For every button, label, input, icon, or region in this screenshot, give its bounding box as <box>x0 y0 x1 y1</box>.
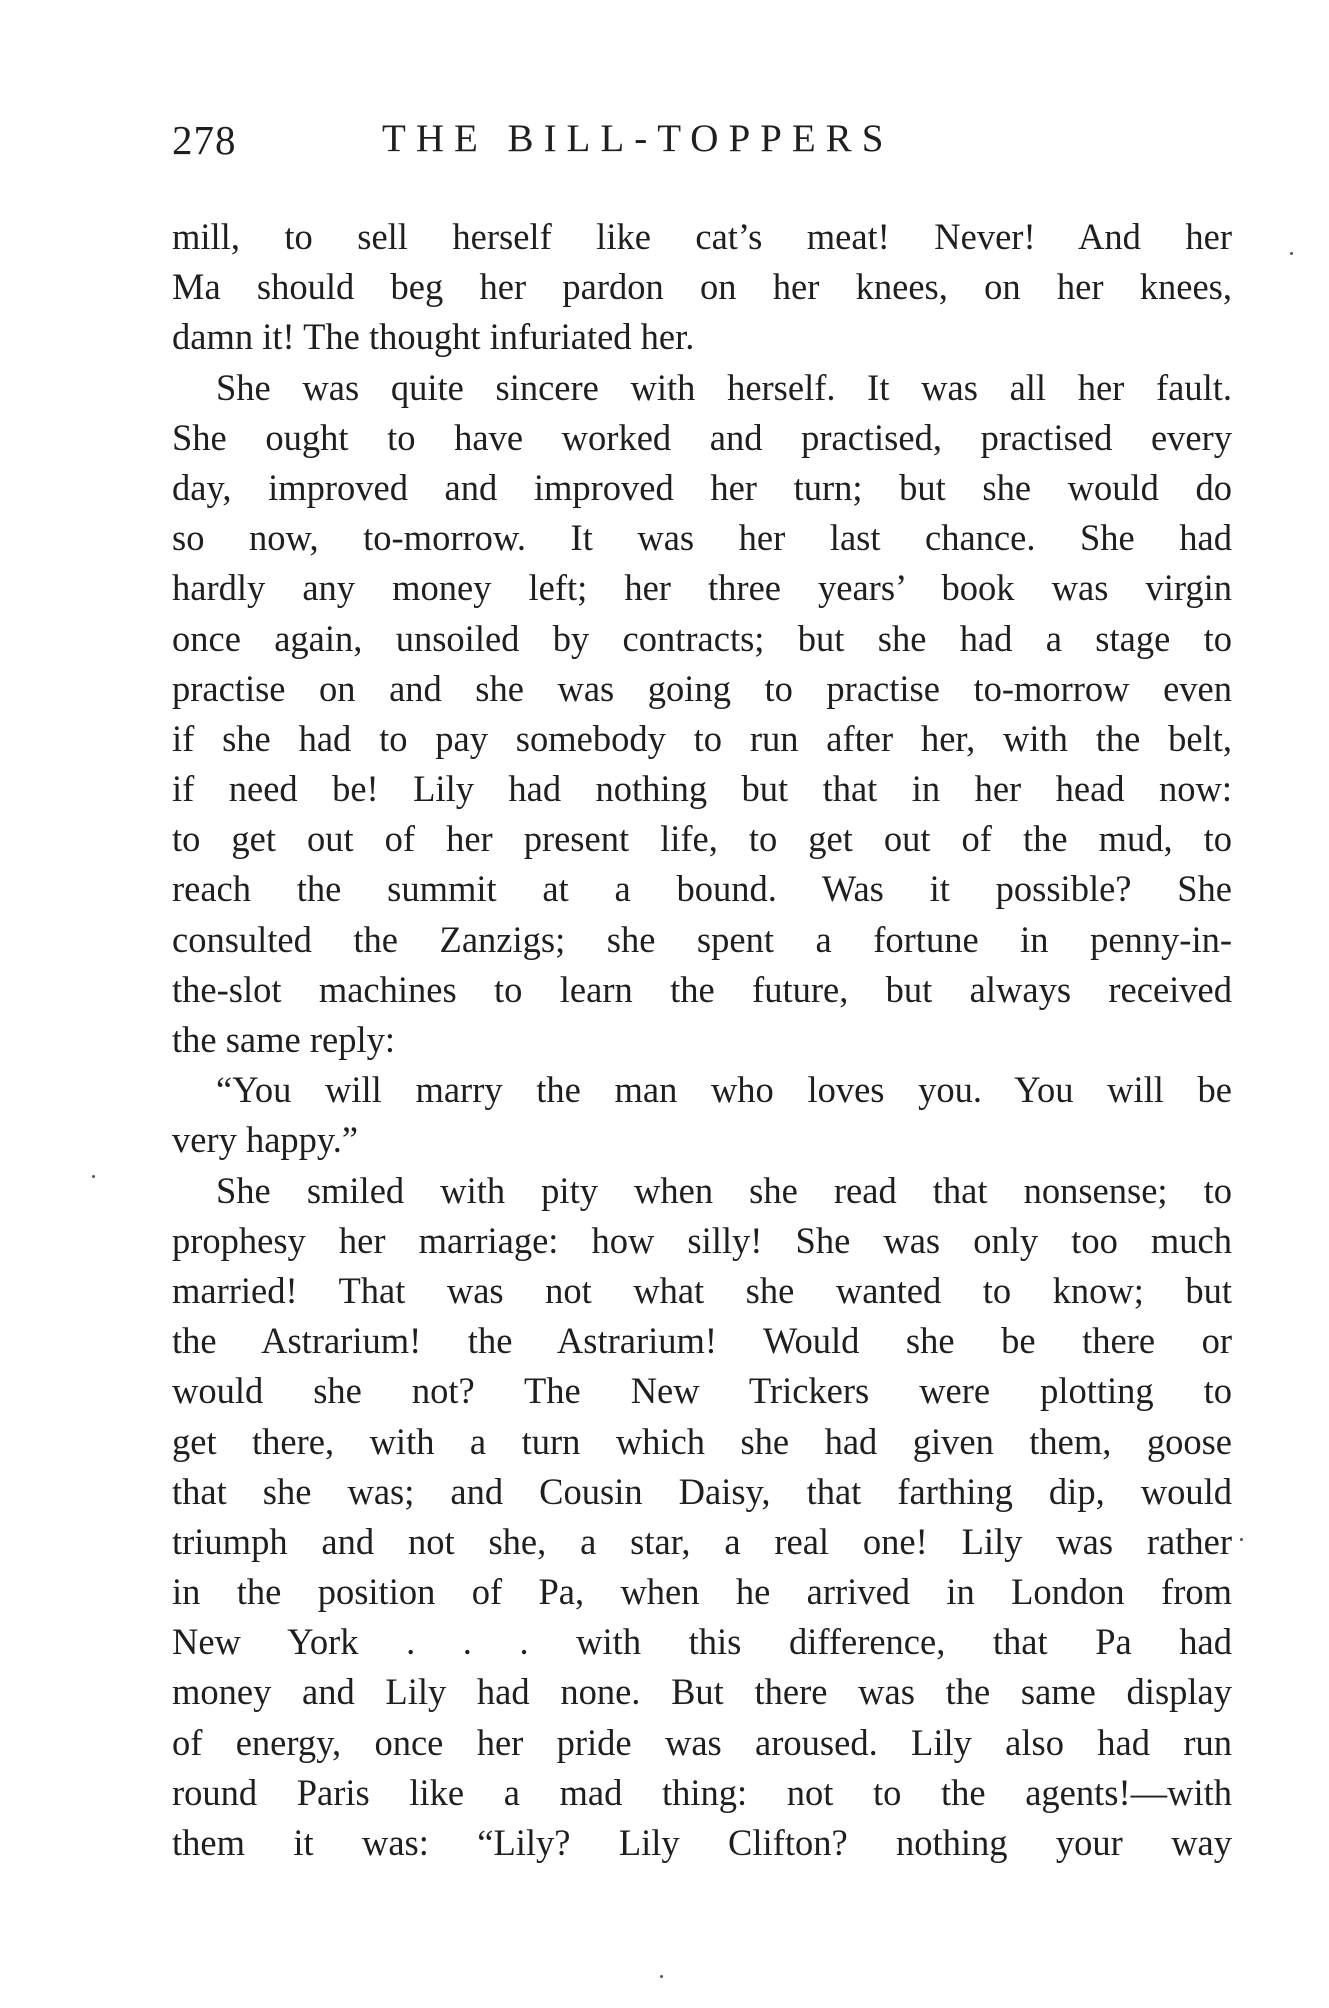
text-line: so now, to-morrow. It was her last chance. She had <box>172 517 1232 559</box>
page-header <box>172 116 1232 176</box>
text-line: if need be! Lily had nothing but that in her head now: <box>172 768 1232 810</box>
text-line: the-slot machines to learn the future, but always received <box>172 968 1232 1010</box>
text-line: prophesy her marriage: how silly! She was only too much <box>172 1219 1232 1261</box>
text-line: reach the summit at a bound. Was it possible? She <box>172 868 1232 910</box>
running-head: THE BILL-TOPPERS <box>382 117 894 160</box>
text-line: if she had to pay somebody to run after her, with the belt, <box>172 717 1232 759</box>
paper-speck <box>660 1975 663 1978</box>
text-line: damn it! The thought infuriated her. <box>172 316 695 358</box>
text-line: once again, unsoiled by contracts; but she had a stage to <box>172 617 1232 659</box>
text-line: to get out of her present life, to get out of the mud, to <box>172 818 1232 860</box>
text-line: New York . . . with this difference, that Pa had <box>172 1621 1232 1663</box>
text-line: married! That was not what she wanted to know; but <box>172 1269 1232 1311</box>
text-line: the Astrarium! the Astrarium! Would she be there or <box>172 1320 1232 1362</box>
paper-speck <box>1290 252 1293 255</box>
text-line: mill, to sell herself like cat’s meat! Never! And her <box>172 216 1232 257</box>
paper-speck <box>1240 1538 1243 1541</box>
text-line: the same reply: <box>172 1019 395 1060</box>
page-number: 278 <box>172 117 237 163</box>
text-line: would she not? The New Trickers were plotting to <box>172 1370 1232 1412</box>
body-text <box>172 212 1232 1868</box>
text-line: practise on and she was going to practise to-morrow even <box>172 667 1232 709</box>
text-line: of energy, once her pride was aroused. Lily also had run <box>172 1721 1232 1763</box>
text-line: that she was; and Cousin Daisy, that farthing dip, would <box>172 1470 1232 1512</box>
text-line: She was quite sincere with herself. It was all her fault. <box>216 366 1232 408</box>
text-line: round Paris like a mad thing: not to the agents!—with <box>172 1771 1232 1813</box>
text-line: She ought to have worked and practised, practised every <box>172 416 1232 458</box>
text-line: “You will marry the man who loves you. You will be <box>216 1069 1232 1111</box>
text-line: consulted the Zanzigs; she spent a fortune in penny-in- <box>172 918 1232 960</box>
paper-speck <box>92 1175 95 1178</box>
text-line: day, improved and improved her turn; but she would do <box>172 466 1232 508</box>
text-line: very happy.” <box>172 1119 359 1161</box>
text-line: money and Lily had none. But there was the same display <box>172 1671 1232 1713</box>
text-line: She smiled with pity when she read that nonsense; to <box>216 1169 1232 1211</box>
text-line: get there, with a turn which she had given them, goose <box>172 1420 1232 1462</box>
text-line: them it was: “Lily? Lily Clifton? nothing your way <box>172 1822 1232 1863</box>
text-line: Ma should beg her pardon on her knees, on her knees, <box>172 266 1232 308</box>
text-line: triumph and not she, a star, a real one! Lily was rather <box>172 1520 1232 1562</box>
text-line: hardly any money left; her three years’ book was virgin <box>172 567 1232 609</box>
text-line: in the position of Pa, when he arrived in London from <box>172 1571 1232 1613</box>
